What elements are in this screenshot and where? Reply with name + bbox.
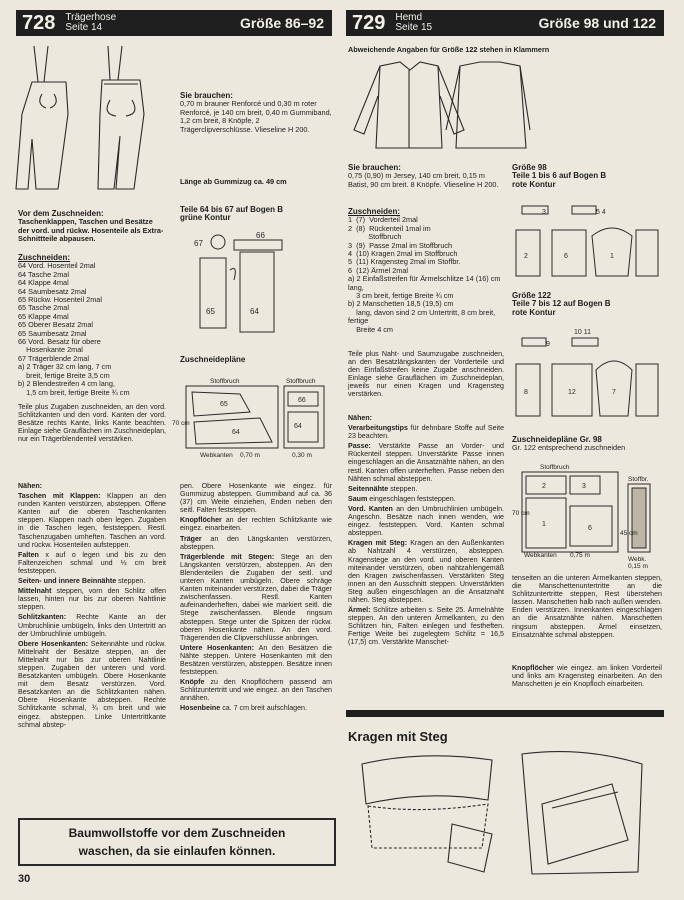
svg-text:6: 6	[588, 525, 592, 532]
svg-text:1: 1	[610, 253, 614, 260]
collar-heading: Kragen mit Steg	[348, 729, 448, 744]
instruction-text: zu den Knopflöchern passend am Schlitzuntertritt und wie eingez. an den Taschen annähen.	[180, 678, 332, 703]
sewing-instructions-col2	[180, 482, 332, 715]
cutting-heading: Zuschneiden:	[18, 253, 71, 262]
pattern-page-ref: Seite 15	[395, 22, 433, 33]
instruction-heading: Passe:	[348, 442, 379, 451]
instruction-heading: Falten	[18, 550, 46, 559]
instruction-text: an der rechten Schlitzkante wie eingez. einarbeiten.	[180, 516, 332, 533]
before-cutting-text: Taschenklappen, Taschen und Besätze der vord. und rückw. Hosenteile als Extra-Schnittteile abpausen.	[18, 217, 164, 244]
pattern-title: Trägerhose	[65, 12, 117, 23]
size98-pieces	[512, 196, 662, 282]
before-cutting-heading: Vor dem Zuschneiden:	[18, 209, 104, 218]
instruction-paragraph	[348, 414, 504, 422]
instruction-paragraph	[180, 516, 332, 532]
instruction-heading: Knöpfe	[180, 678, 211, 687]
svg-text:65: 65	[220, 401, 228, 408]
svg-text:12: 12	[568, 389, 576, 396]
shirt-sewing-instructions	[348, 414, 504, 649]
list-item: 4 (10) Kragen 2mal im Stoffbruch	[348, 249, 458, 259]
materials-text: 0,70 m brauner Renforcé und 0,30 m roter Renforcé, je 140 cm breit, 0,40 m Gummiband, 1,2 cm breit, 8 Knöpfe, 2 Trägerclipverschlüsse. Vlieseline H 200.	[180, 99, 332, 134]
list-item: a) 2 Träger 32 cm lang, 7 cm	[18, 362, 112, 372]
instruction-heading: Untere Hosenkanten:	[180, 643, 259, 652]
instruction-text: Verstärkte Passe an Vorder- und Rückenteil steppen. Unverstärkte Passe innen eingeschlagen an die Ansatznähte nähen, an den restl. Kanten offen unterheften. Passe neben den Nähten schmal absteppen.	[348, 442, 504, 483]
waist-length: Länge ab Gummizug ca. 49 cm	[180, 177, 287, 186]
buttonholes-text	[512, 664, 662, 688]
size122-pieces	[512, 324, 662, 424]
instruction-text: Seitennähte und rückw. Mittelnaht der Besätze steppen, an der Mittelnaht nur bis zur oberen Nahtlinie steppen. Zugaben der unteren und vord. Besatzkanten umbügeln. Obere Hosenkante mit dem Besatz verstürzen. Vord. Besatzkanten an die Schlitzkanten nähen. Obere Hosenkante absteppen. Rechte Schlitzkante schmal, ¾ cm breit und wie eingez. absteppen. Linke Untertrittkante schmal abstep-	[18, 639, 166, 729]
shirt-plan-fold-2: Stoffbr.	[628, 476, 649, 483]
instruction-text: Klappen an den runden Kanten verstürzen, absteppen. Offene Kanten auf die oberen Taschenkanten steppen. Klappen nach oben legen. Zugaben in die Taschen legen, feststeppen. Restl. Taschenzugaben umheften. Taschen an vord. und rückw. Hosenteilen aufsteppen.	[18, 492, 167, 549]
shirt-plan-height-2: 45 cm	[620, 530, 638, 537]
svg-text:64: 64	[232, 429, 240, 436]
instruction-text: Schlitze arbeiten s. Seite 25. Ärmelnähte steppen. An den unteren Ärmelkanten, zu den Schlitzen hin, Falten einlegen und festheften. Fertige Weite bei zugelegtem Schlitz = 16,5 (17,5) cm. Verstärkte Manschet-	[348, 606, 504, 647]
instruction-heading: Nähen:	[18, 482, 43, 490]
instruction-paragraph	[348, 442, 504, 482]
instruction-paragraph	[180, 553, 332, 642]
plan-fold-label: Stoffbruch	[210, 378, 240, 385]
pattern-number: 729	[352, 12, 386, 34]
notice-line1: Baumwollstoffe vor dem Zuschneiden	[68, 826, 286, 840]
pattern-729-header	[346, 10, 664, 36]
instruction-heading: Seiten- und innere Beinnähte	[18, 577, 119, 586]
list-item: 2 (8) Rückenteil 1mal im	[348, 223, 431, 233]
list-item: 65 Saumbesatz 2mal	[18, 328, 87, 338]
svg-text:7: 7	[612, 389, 616, 396]
list-item: 65 Rückw. Hosenteil 2mal	[18, 295, 102, 305]
size-note: Abweichende Angaben für Größe 122 stehen in Klammern	[348, 45, 550, 54]
instruction-text: pen. Obere Hosenkante wie eingez. für Gummizug absteppen. Gummiband auf ca. 36 (37) cm Weite einziehen, Enden neben den seitl. Falten feststeppen.	[180, 482, 332, 515]
svg-text:3: 3	[582, 483, 586, 490]
svg-text:8: 8	[524, 389, 528, 396]
instruction-paragraph	[18, 577, 166, 585]
svg-text:10 11: 10 11	[574, 329, 591, 336]
size122-line3: rote Kontur	[512, 307, 556, 317]
instruction-text: an den Längskanten verstürzen, absteppen.	[180, 534, 332, 551]
list-item: 64 Saumbesatz 2mal	[18, 286, 87, 296]
buttonholes-heading: Knopflöcher	[512, 664, 554, 672]
list-item: 64 Klappe 4mal	[18, 278, 69, 288]
instruction-text: steppen, vorn den Schlitz offen lassen, hinten nur bis zur oberen Nahtlinie steppen.	[18, 587, 166, 612]
list-item: 65 Oberer Besatz 2mal	[18, 320, 94, 330]
sewing-instructions-col1	[18, 482, 166, 731]
list-item: 6 (12) Ärmel 2mal	[348, 265, 409, 275]
instruction-paragraph	[348, 424, 504, 440]
instruction-text: ca. 7 cm breit aufschlagen.	[222, 704, 307, 713]
materials-heading: Sie brauchen:	[180, 91, 233, 100]
pattern-title-block	[395, 13, 432, 33]
list-item: b) 2 Manschetten 18,5 (19,5) cm	[348, 299, 454, 309]
size122-line1: Größe 122	[512, 291, 552, 300]
cutting-list-block	[18, 254, 166, 397]
svg-text:2: 2	[542, 483, 546, 490]
page-number: 30	[18, 873, 31, 885]
list-item: 65 Tasche 2mal	[18, 303, 69, 313]
shirt-materials-text: 0,75 (0,90) m Jersey, 140 cm breit, 0,15 m Batist, 90 cm breit. 8 Knöpfe. Vlieseline H 200.	[348, 171, 499, 189]
instruction-text: Stege an den Längskanten verstürzen, absteppen. An den Blendenteilen die Zugaben der seitl. und unteren Kanten umbügeln. Obere schräge Kanten miteinander verstürzen, dabei die Träger zwischenfassen. Restl. Kanten aufeinanderheften, dabei wie markiert seitl. die Stege zwischenfassen. Blende ringsum absteppen. Stege unter die Spitzen der rückw. oberen Hosenkante nähen. An den vord. Trägerenden die Clipverschlüsse anbringen.	[180, 552, 332, 642]
size98-line2: Teile 1 bis 6 auf Bogen B	[512, 171, 607, 181]
instruction-text: x auf o legen und bis zu den Faltenzeichen schmal und ⅓ cm breit feststeppen.	[18, 550, 166, 575]
instruction-paragraph	[348, 505, 504, 537]
instruction-heading: Verarbeitungstips	[348, 424, 411, 433]
instruction-heading: Vord. Kanten	[348, 504, 397, 513]
pattern-pieces-64-67	[190, 230, 330, 340]
shirt-plan-heading-2: Gr. 122 entsprechend zuschneiden	[512, 443, 626, 453]
plan-selvage-label: Webkanten	[200, 452, 233, 459]
instruction-paragraph	[18, 640, 166, 729]
parts-heading	[180, 206, 332, 223]
instruction-heading: Trägerblende mit Stegen:	[180, 552, 281, 561]
instruction-paragraph	[180, 535, 332, 551]
instruction-text: an den Umbruchlinien umbügeln. Angeschn. Besätze nach innen wenden, wie eingez. feststeppen. Vord. Kanten schmal absteppen.	[348, 504, 504, 538]
shirt-materials-block	[348, 164, 504, 189]
instruction-text: Rechte Kante an der Umbruchlinie umbügeln, links den Untertritt an der Umbruchlinie umbügeln.	[18, 613, 166, 638]
shirt-plan-width-2: 0,15 m	[628, 563, 648, 570]
shirt-plan-heading	[512, 436, 662, 453]
list-item: 65 Klappe 4mal	[18, 311, 69, 321]
cutting-list	[18, 262, 166, 397]
instruction-heading: Schlitzkanten:	[18, 613, 77, 622]
shirt-illustration	[350, 60, 530, 156]
svg-text:66: 66	[256, 231, 265, 240]
list-item: 3 cm breit, fertige Breite ¾ cm	[348, 291, 454, 301]
pattern-728-header	[16, 10, 332, 36]
svg-text:67: 67	[194, 239, 203, 248]
size98-line1: Größe 98	[512, 163, 547, 172]
list-item: 64 Tasche 2mal	[18, 269, 69, 279]
instruction-text: eingeschlagen feststeppen.	[369, 494, 456, 503]
list-item: breit, fertige Breite 3,5 cm	[18, 370, 110, 380]
instruction-paragraph	[180, 644, 332, 676]
shirt-plan-fold: Stoffbruch	[540, 464, 570, 471]
list-item: b) 2 Blendestreifen 4 cm lang,	[18, 379, 115, 389]
shirt-cutting-block	[348, 208, 504, 334]
shirt-cutting-heading: Zuschneiden:	[348, 207, 401, 216]
size98-line3: rote Kontur	[512, 179, 556, 189]
washing-notice	[18, 818, 336, 866]
before-cutting-block	[18, 210, 166, 244]
instruction-paragraph	[348, 539, 504, 604]
instruction-paragraph	[18, 551, 166, 575]
instruction-paragraph	[18, 492, 166, 549]
instruction-heading: Seitennähte	[348, 484, 391, 493]
instruction-text: An den Besätzen die Nähte steppen. Untere Hosenkanten mit den Besätzen verstürzen, absteppen. Besätze innen feststeppen.	[180, 643, 332, 677]
plan-fold-label-2: Stoffbruch	[286, 378, 316, 385]
list-item: 1 (7) Vorderteil 2mal	[348, 215, 418, 225]
list-item: Stoffbruch	[348, 232, 402, 242]
instruction-text: steppen.	[390, 484, 418, 493]
buttonholes-body: wie eingez. am linken Vorderteil und links am Kragensteg einarbeiten. An den Manschetten je ein Knopfloch einarbeiten.	[512, 664, 662, 689]
list-item: Hosenkante 2mal	[18, 345, 83, 355]
instruction-paragraph	[18, 587, 166, 611]
instruction-heading: Kragen mit Steg:	[348, 539, 411, 548]
instruction-heading: Taschen mit Klappen:	[18, 492, 108, 501]
cutting-plan-heading: Zuschneidepläne	[180, 355, 246, 364]
list-item: 1,5 cm breit, fertige Breite ¾ cm	[18, 387, 130, 397]
instruction-paragraph	[180, 482, 332, 514]
instruction-paragraph	[348, 495, 504, 503]
instruction-paragraph	[180, 704, 332, 712]
plan-width-label-1: 0,70 m	[240, 452, 260, 459]
instruction-paragraph	[18, 482, 166, 490]
materials-block	[180, 92, 332, 134]
list-item: 3 (9) Passe 2mal im Stoffbruch	[348, 240, 453, 250]
parts-line1: Teile 64 bis 67 auf Bogen B	[180, 205, 283, 214]
list-item: 66 Vord. Besatz für obere	[18, 337, 101, 347]
list-item: 5 (11) Kragensteg 2mal im Stoffbr.	[348, 257, 461, 267]
instruction-heading: Saum	[348, 494, 370, 503]
instruction-heading: Hosenbeine	[180, 704, 223, 713]
allowance-text: Teile plus Zugaben zuschneiden, an den vord. Schlitzkanten und den vord. Kanten der vord. Besätze rechts Kante, links Kante beachten. Einlage siehe Grauflächen im Zuschneideplan, nur ein Trägerblendenteil verstärken.	[18, 403, 166, 444]
svg-text:64: 64	[294, 423, 302, 430]
instruction-heading: Nähen:	[348, 414, 373, 422]
shirt-materials-heading: Sie brauchen:	[348, 163, 401, 172]
collar-divider	[346, 710, 664, 717]
instruction-text: für dehnbare Stoffe auf Seite 23 beachten.	[348, 424, 505, 441]
pattern-page-ref: Seite 14	[65, 22, 103, 33]
instruction-paragraph	[348, 485, 504, 493]
size122-line2: Teile 7 bis 12 auf Bogen B	[512, 299, 611, 309]
shirt-plan-selvage-2: Webk.	[628, 556, 647, 563]
svg-text:5 4: 5 4	[596, 209, 606, 216]
instruction-heading: Knopflöcher	[180, 516, 226, 525]
instruction-heading: Ärmel:	[348, 606, 374, 615]
size122-heading	[512, 292, 662, 317]
pattern-title: Hemd	[395, 12, 423, 23]
list-item: 64 Vord. Hosenteil 2mal	[18, 261, 96, 271]
instruction-heading: Mittelnaht	[18, 587, 57, 596]
pattern-number: 728	[22, 12, 56, 34]
instruction-text: steppen.	[118, 577, 146, 586]
plan-height-label: 70 cm	[172, 420, 190, 427]
svg-text:3: 3	[542, 209, 546, 216]
notice-line2: waschen, da sie einlaufen können.	[78, 844, 276, 858]
instruction-heading: Obere Hosenkanten:	[18, 639, 91, 648]
list-item: Breite 4 cm	[348, 324, 394, 334]
shirt-plan-selvage: Webkanten	[524, 552, 557, 559]
shirt-sewing-continued: tenseiten an die unteren Ärmelkanten steppen, die Manschettenuntertritte an die Schlitzuntertritte steppen, Rest überstehen lassen. Manschetten halb nach außen wenden. Enden verstürzen. Innenkanten eingeschlagen an die Ansatznähte nähen. Manschetten ringsum absteppen. Ärmel einsetzen, Einsatznähte schmal absteppen.	[512, 574, 662, 639]
collar-illustration	[352, 744, 652, 884]
dungarees-illustration	[18, 44, 158, 194]
list-item: a) 2 Einfaßstreifen für Ärmelschlitze 14 (16) cm lang,	[348, 274, 503, 292]
shirt-cutting-list	[348, 216, 504, 334]
svg-text:2: 2	[524, 253, 528, 260]
svg-text:64: 64	[250, 307, 259, 316]
list-item: lang, davon sind 2 cm Untertritt, 8 cm breit, fertige	[348, 307, 498, 326]
svg-text:1: 1	[542, 521, 546, 528]
svg-text:6: 6	[564, 253, 568, 260]
shirt-plan-width: 0,75 m	[570, 552, 590, 559]
plan-width-label-2: 0,30 m	[292, 452, 312, 459]
pattern-size: Größe 98 und 122	[538, 15, 656, 31]
size98-heading	[512, 164, 662, 189]
shirt-plan-height: 70 cm	[512, 510, 530, 517]
parts-line2: grüne Kontur	[180, 213, 231, 223]
pattern-size: Größe 86–92	[239, 15, 324, 31]
instruction-paragraph	[180, 678, 332, 702]
list-item: 67 Trägerblende 2mal	[18, 353, 89, 363]
instruction-text: Kragen an den Außenkanten ab Nahtzahl 4 verstürzen, absteppen. Kragenstege an den vord. und oberen Kanten miteinander verstürzen, oben nahtzahlengemäß den Kragen zwischenfassen. Verstärkten Steg innen an den Ausschnitt steppen. Unverstärkten Steg außen eingeschlagen an die Ansatznaht nähen. Steg absteppen.	[348, 539, 504, 604]
instruction-paragraph	[348, 606, 504, 646]
shirt-allowance-text: Teile plus Naht- und Saumzugabe zuschneiden, an den Besatzlängskanten der Vorderteile und den Einfaßstreifen keine Zugabe anschneiden. Einlage siehe Grauflächen im Zuschneideplan, jeweils nur einen Kragen und Kragensteg verstärken.	[348, 350, 504, 399]
pattern-title-block	[65, 13, 116, 33]
instruction-heading: Träger	[180, 534, 211, 543]
svg-text:65: 65	[206, 307, 215, 316]
shirt-plan-heading-1: Zuschneidepläne Gr. 98	[512, 435, 602, 444]
instruction-paragraph	[18, 613, 166, 637]
svg-text:66: 66	[298, 397, 306, 404]
svg-text:9: 9	[546, 341, 550, 348]
